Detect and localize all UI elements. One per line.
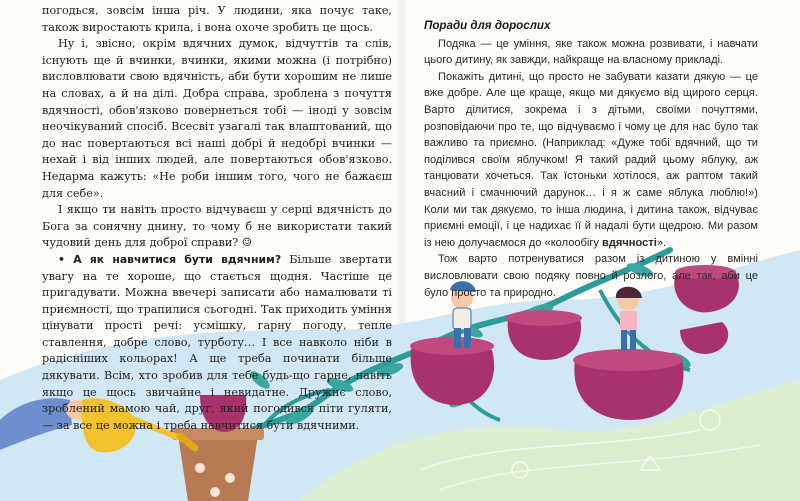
question-heading: • А як навчитися бути вдячним? <box>58 252 282 266</box>
right-paragraph-2-end: ». <box>656 236 667 249</box>
right-paragraph-1: Подяка — це уміння, яке також можна розвивати, і навчати цього дитину, як завжди, найкраще на власному прикладі. <box>424 37 758 67</box>
right-paragraph-2-body: Покажіть дитині, що просто не забувати казати дякую — це вже добре. Але ще краще, якщо ми дякуємо від щирого серця. Варто ділитися, зокрема і з дітьми, своїми почуттями, розповідаючи про те, що відчуваємо і чому це для нас було так важливо та приємно. (Наприклад: «Дуже тобі вдячний, що ти поділився своїм яблучком! Я такий радий цьому яблуку, аж танцювати хочеться. Так їстоньки хотілося, аж раптом такий вчасний і смачнючий дарунок… і я ж саме яблука люблю!») Коли ми так дякуємо, то інша людина, і дитина також, відчуває приємні емоції, і це надихає її й надалі бути щедрою. Ми разом із нею долучаємося до «колообігу <box>424 70 758 249</box>
gratitude-word: вдячності <box>602 236 657 249</box>
left-paragraph-1: погодься, зовсім інша річ. У людини, яка почує таке, також виростають крила, і вона охоче зробить це щось. <box>42 4 392 34</box>
right-paragraph-2 <box>424 69 758 252</box>
right-page-text <box>424 18 758 301</box>
left-paragraph-4-body: Більше звертати увагу на те хороше, що стається щодня. Частіше це пригадувати. Можна ввечері записати або намалювати ті приємності, що трапилися сьогодні. Так приходить уміння цінувати прості речі: усмішку, гарну погоду, тепле ставлення, добре слово, турботу… І все навколо ніби в радісніших кольорах! А ще треба починати більше дякувати. Всім, хто зробив для тебе будь-що гарне, навіть якщо це щось звичайне і невидатне. Дружнє слово, зроблений мамою чай, друг, який погодився піти гуляти, — за все це можна і треба навчитися бути вдячними. <box>42 252 392 432</box>
right-paragraph-3: Тож варто потренуватися разом із дитиною у вмінні висловлювати свою подяку повно й розлого, але так, аби це було просто та природно. <box>424 253 758 299</box>
adults-tips-heading: Поради для дорослих <box>424 19 551 32</box>
left-page-text <box>42 3 392 434</box>
left-paragraph-3: І якщо ти навіть просто відчуваєш у серці вдячність до Бога за сонячну днину, то чому б не використати такий чудовий день для доброї справи? ☺ <box>42 203 392 250</box>
left-paragraph-4 <box>42 252 392 435</box>
left-paragraph-2: Ну і, звісно, окрім вдячних думок, відчуттів та слів, існують ще й вчинки, вчинки, якими можна (і потрібно) висловлювати свою вдячність, аби бути хорошим не лише на словах, а й на ділі. Добра справа, зроблена з почуття вдячності, обов'язково повернеться тобі — іноді у зовсім неочікуваний спосіб. Всесвіт узагалі так влаштований, що до нас повертаються всі наші добрі й недобрі вчинки — нехай і від інших людей, але повертаються обов'язково. Недарма кажуть: «Не роби іншим того, чого не бажаєш для себе». <box>42 37 392 200</box>
